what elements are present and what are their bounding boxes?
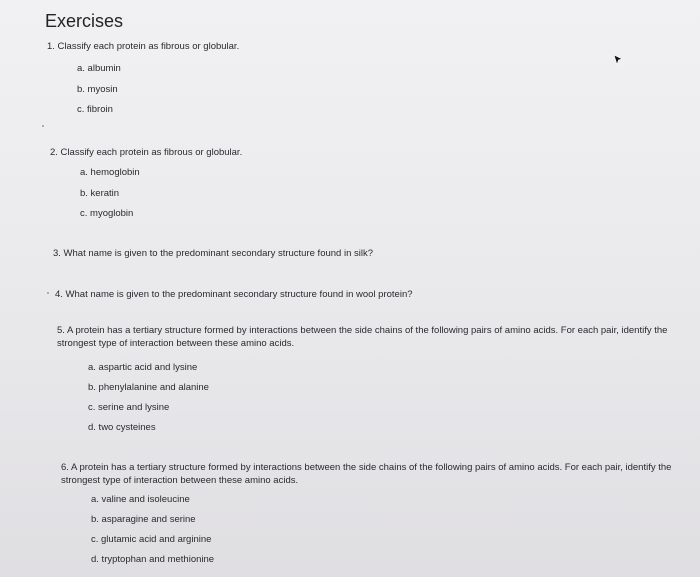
question-6-option-c: c. glutamic acid and arginine — [91, 534, 212, 545]
question-6-line-1: 6. A protein has a tertiary structure formed by interactions between the side chains of the following pairs of amino acids. For each pair, identify the — [61, 462, 672, 473]
question-5-line-2: strongest type of interaction between these amino acids. — [57, 338, 295, 349]
question-5-option-a: a. aspartic acid and lysine — [88, 362, 198, 373]
question-1: 1. Classify each protein as fibrous or globular. — [47, 41, 240, 52]
question-5-option-b: b. phenylalanine and alanine — [88, 382, 209, 393]
question-4: 4. What name is given to the predominant secondary structure found in wool protein? — [55, 289, 413, 300]
page-title: Exercises — [45, 11, 124, 31]
question-2-option-b: b. keratin — [80, 188, 120, 199]
question-6-option-d: d. tryptophan and methionine — [91, 554, 215, 565]
question-3: 3. What name is given to the predominant secondary structure found in silk? — [53, 248, 374, 259]
question-2-option-a: a. hemoglobin — [80, 167, 140, 178]
question-5-line-1: 5. A protein has a tertiary structure formed by interactions between the side chains of the following pairs of amino acids. For each pair, identify the — [57, 325, 668, 336]
question-6-option-b: b. asparagine and serine — [91, 514, 196, 525]
question-5-option-d: d. two cysteines — [88, 422, 156, 433]
question-2: 2. Classify each protein as fibrous or globular. — [50, 147, 243, 158]
question-5-option-c: c. serine and lysine — [88, 402, 170, 413]
question-1-option-c: c. fibroin — [77, 104, 113, 115]
mouse-cursor-icon — [613, 54, 623, 66]
question-6-line-2: strongest type of interaction between these amino acids. — [61, 475, 299, 486]
question-1-option-b: b. myosin — [77, 84, 118, 95]
question-1-option-a: a. albumin — [77, 63, 121, 74]
page-speck — [47, 292, 49, 294]
page-speck — [42, 125, 44, 127]
question-6-option-a: a. valine and isoleucine — [91, 494, 190, 505]
question-2-option-c: c. myoglobin — [80, 208, 134, 219]
